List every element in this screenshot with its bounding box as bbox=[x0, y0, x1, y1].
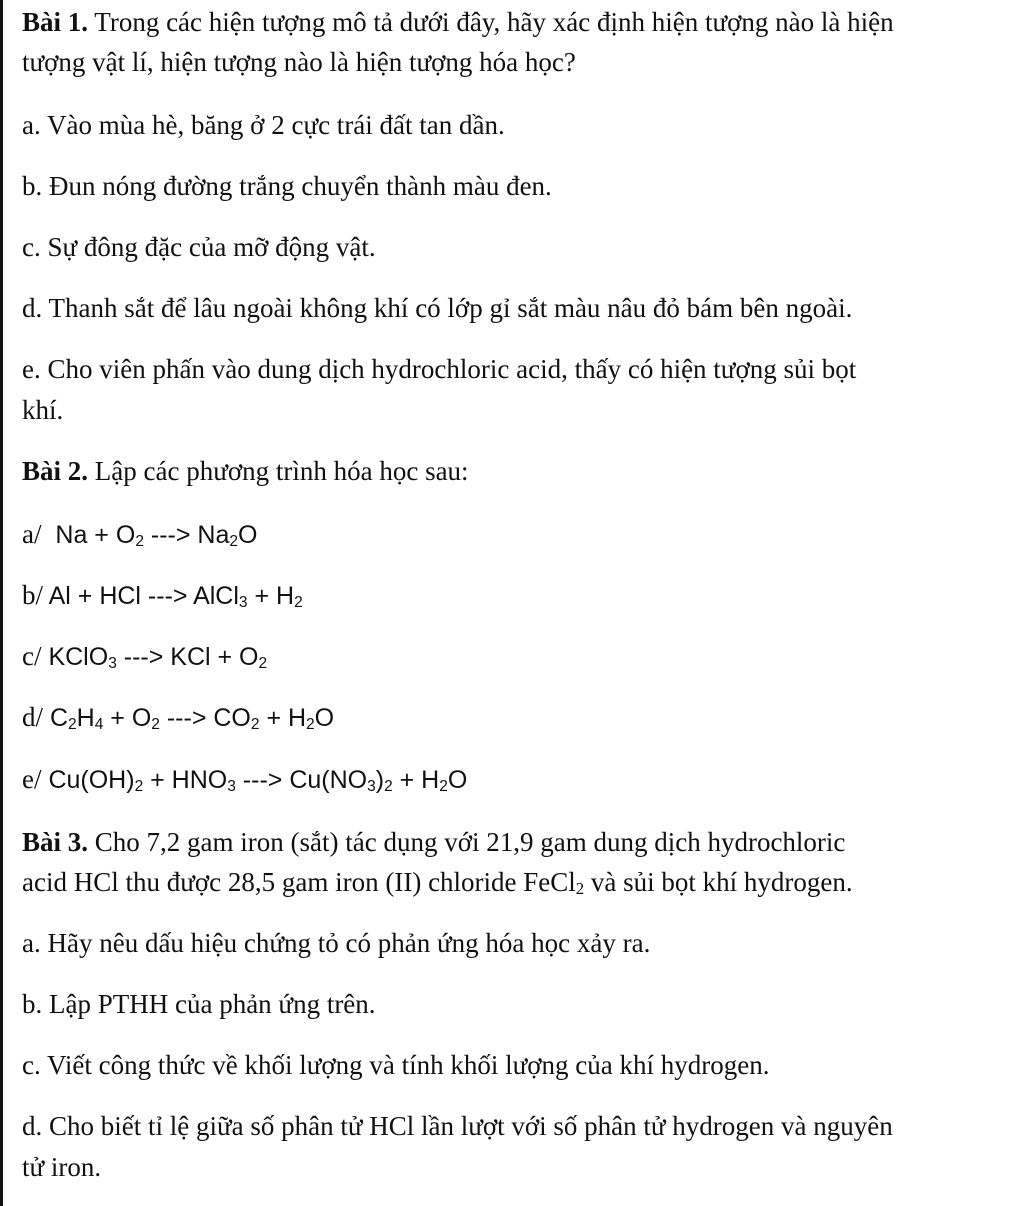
bai3-item-d: d. Cho biết tỉ lệ giữa số phân tử HCl lần lượt với số phân tử hydrogen và nguyên bbox=[22, 1111, 893, 1141]
bai3-prompt-line2: acid HCl thu được 28,5 gam iron (II) chloride FeCl$_2$ và sủi bọt khí hydrogen. bbox=[22, 867, 853, 898]
bai1-item-b: b. Đun nóng đường trắng chuyển thành màu đen. bbox=[22, 171, 552, 201]
equation-c: c/ KClO$_3$ ---> KCl + $O_2$ bbox=[22, 641, 268, 672]
equation-a: a/ $Na + O_2$ ---> $Na_2O$ bbox=[22, 519, 258, 550]
equation-e: e/ $Cu(OH)_2 + HNO_3$ ---> $Cu(NO_3)_2 + H_2O$ bbox=[22, 764, 468, 795]
bai1-item-e-cont: khí. bbox=[22, 395, 64, 425]
bai3-prompt-line1: Bài 3. Cho 7,2 gam iron (sắt) tác dụng với 21,9 gam dung dịch hydrochloric bbox=[22, 827, 846, 857]
bai1-item-c: c. Sự đông đặc của mỡ động vật. bbox=[22, 232, 376, 262]
bai3-item-a: a. Hãy nêu dấu hiệu chứng tỏ có phản ứng hóa học xảy ra. bbox=[22, 928, 651, 958]
bai3-item-d-cont: tử iron. bbox=[22, 1152, 102, 1182]
bai3-item-c: c. Viết công thức về khối lượng và tính khối lượng của khí hydrogen. bbox=[22, 1050, 770, 1080]
bai1-item-d: d. Thanh sắt để lâu ngoài không khí có lớp gỉ sắt màu nâu đỏ bám bên ngoài. bbox=[22, 293, 853, 323]
equation-d: d/ $C_2H_4 + O_2$ ---> $CO_2 + H_2O$ bbox=[22, 702, 335, 733]
bai1-item-e: e. Cho viên phấn vào dung dịch hydrochloric acid, thấy có hiện tượng sủi bọt bbox=[22, 354, 857, 384]
bai2-title: Bài 2. bbox=[22, 456, 89, 486]
bai1-prompt-line2: tượng vật lí, hiện tượng nào là hiện tượng hóa học? bbox=[22, 47, 576, 77]
bai2-prompt: Bài 2. Lập các phương trình hóa học sau: bbox=[22, 456, 469, 486]
bai1-item-a: a. Vào mùa hè, băng ở 2 cực trái đất tan dần. bbox=[22, 110, 505, 140]
bai3-title: Bài 3. bbox=[22, 827, 89, 857]
bai3-item-b: b. Lập PTHH của phản ứng trên. bbox=[22, 989, 376, 1019]
equation-b: b/ Al + HCl ---> AlCl$_3$ + $H_2$ bbox=[22, 580, 303, 611]
bai1-prompt-line1: Bài 1. Trong các hiện tượng mô tả dưới đây, hãy xác định hiện tượng nào là hiện bbox=[22, 7, 894, 37]
bai1-title: Bài 1. bbox=[22, 7, 89, 37]
